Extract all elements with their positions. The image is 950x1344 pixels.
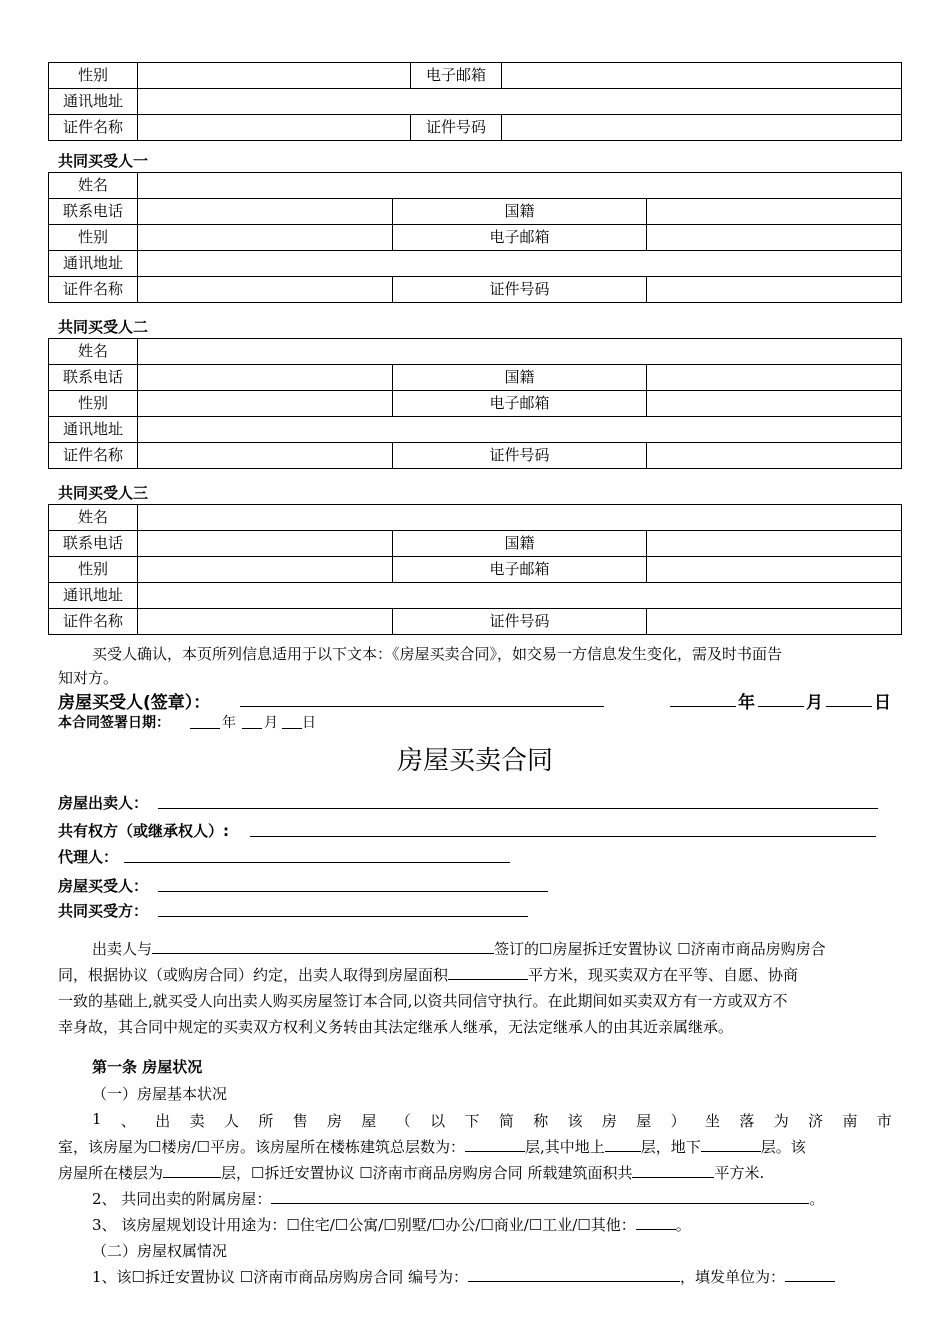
address-label: 通讯地址 bbox=[49, 417, 138, 443]
sign-date-month-field[interactable] bbox=[242, 728, 262, 729]
article1-item1-line2 bbox=[58, 1136, 806, 1157]
intro-line1 bbox=[92, 938, 826, 959]
item2-text: 。 bbox=[809, 1190, 825, 1208]
item1-spread-char: 售 bbox=[292, 1112, 308, 1130]
article1-item3 bbox=[92, 1214, 691, 1235]
signature-month-field[interactable] bbox=[758, 706, 804, 707]
item1-text: 层,其中地上 bbox=[524, 1138, 605, 1156]
intro-line4: 幸身故，其合同中规定的买卖双方权利义务转由其法定继承人继承，无法定继承人的由其近亲属继承。 bbox=[58, 1018, 734, 1036]
other-use-field[interactable] bbox=[636, 1215, 676, 1230]
item1-spread-char: 该 bbox=[567, 1112, 583, 1130]
total-floors-field[interactable] bbox=[465, 1137, 525, 1152]
email-field[interactable] bbox=[647, 391, 902, 417]
co-buyer-3-table bbox=[48, 504, 902, 635]
nationality-label: 国籍 bbox=[392, 531, 647, 557]
item1-spread-char: （ bbox=[395, 1112, 411, 1130]
intro-text: 出卖人与 bbox=[92, 940, 153, 958]
building-area-field[interactable] bbox=[632, 1163, 714, 1178]
item1-text: 层。该 bbox=[760, 1138, 806, 1156]
gender-field[interactable] bbox=[138, 391, 393, 417]
id-name-label: 证件名称 bbox=[49, 115, 138, 141]
confirm-text-line2: 知对方。 bbox=[58, 669, 119, 687]
attached-house-field[interactable] bbox=[271, 1189, 809, 1204]
item1-spread-char: 简 bbox=[498, 1112, 514, 1130]
email-field[interactable] bbox=[647, 225, 902, 251]
id-number-field[interactable] bbox=[647, 443, 902, 469]
address-field[interactable] bbox=[138, 89, 902, 115]
contract-title: 房屋买卖合同 bbox=[396, 746, 553, 776]
item1-spread-char: 为 bbox=[773, 1112, 789, 1130]
intro-text: 签订的☐房屋拆迁安置协议 ☐济南市商品房购房合 bbox=[494, 940, 826, 958]
intro-line3: 一致的基础上,就买受人向出卖人购买房屋签订本合同,以资共同信守执行。在此期间如买卖双方有一方或双方不 bbox=[58, 992, 788, 1010]
item1-spread-char: 屋 bbox=[636, 1112, 652, 1130]
gender-field[interactable] bbox=[138, 557, 393, 583]
name-label: 姓名 bbox=[49, 339, 138, 365]
phone-label: 联系电话 bbox=[49, 199, 138, 225]
id-number-label: 证件号码 bbox=[392, 277, 647, 303]
co-buyer-label: 共同买受方： bbox=[58, 902, 149, 920]
item1-spread-char: 、 bbox=[120, 1112, 136, 1130]
intro-area-field[interactable] bbox=[448, 965, 528, 980]
gender-label: 性别 bbox=[49, 225, 138, 251]
co-owner-field[interactable] bbox=[250, 836, 876, 837]
id-name-label: 证件名称 bbox=[49, 609, 138, 635]
co-buyer-field[interactable] bbox=[158, 916, 528, 917]
item1-spread-char: 房 bbox=[601, 1112, 617, 1130]
signature-month-label: 月 bbox=[806, 693, 823, 713]
item1-spread-char: 下 bbox=[464, 1112, 480, 1130]
item1-spread-char: 人 bbox=[223, 1112, 239, 1130]
issuing-unit-field[interactable] bbox=[785, 1267, 835, 1282]
item1-text: 房屋所在楼层为 bbox=[58, 1164, 164, 1182]
intro-text: 同，根据协议（或购房合同）约定，出卖人取得到房屋面积 bbox=[58, 966, 449, 984]
phone-field[interactable] bbox=[138, 365, 393, 391]
item4-text: ，填发单位为： bbox=[679, 1268, 785, 1286]
id-number-label: 证件号码 bbox=[411, 115, 502, 141]
email-label: 电子邮箱 bbox=[392, 557, 647, 583]
co-buyer-1-title: 共同买受人一 bbox=[58, 152, 149, 170]
address-label: 通讯地址 bbox=[49, 583, 138, 609]
nationality-field[interactable] bbox=[647, 531, 902, 557]
email-label: 电子邮箱 bbox=[411, 63, 502, 89]
id-number-field[interactable] bbox=[647, 609, 902, 635]
co-buyer-2-table bbox=[48, 338, 902, 469]
item2-text: 2、 共同出卖的附属房屋： bbox=[92, 1190, 272, 1208]
item1-spread-char: 出 bbox=[155, 1112, 171, 1130]
sign-date-label: 本合同签署日期： bbox=[58, 715, 170, 731]
intro-line2 bbox=[58, 964, 798, 985]
item1-spread-char: 市 bbox=[876, 1112, 892, 1130]
email-field[interactable] bbox=[647, 557, 902, 583]
id-number-field[interactable] bbox=[647, 277, 902, 303]
address-label: 通讯地址 bbox=[49, 251, 138, 277]
phone-label: 联系电话 bbox=[49, 365, 138, 391]
above-ground-floors-field[interactable] bbox=[605, 1137, 641, 1152]
item1-spread-char: 落 bbox=[739, 1112, 755, 1130]
address-label: 通讯地址 bbox=[49, 89, 138, 115]
id-name-label: 证件名称 bbox=[49, 277, 138, 303]
seller-field[interactable] bbox=[158, 808, 878, 809]
article1-item2 bbox=[92, 1188, 824, 1209]
item1-spread-char: 称 bbox=[533, 1112, 549, 1130]
co-buyer-2-title: 共同买受人二 bbox=[58, 318, 149, 336]
intro-party-field[interactable] bbox=[152, 939, 494, 954]
name-field[interactable] bbox=[138, 173, 902, 199]
id-name-field[interactable] bbox=[138, 609, 393, 635]
item1-spread-char: 南 bbox=[842, 1112, 858, 1130]
phone-field[interactable] bbox=[138, 199, 393, 225]
item1-spread-char: 卖 bbox=[189, 1112, 205, 1130]
article1-sub1: （一）房屋基本状况 bbox=[92, 1085, 228, 1103]
gender-field[interactable] bbox=[138, 225, 393, 251]
agent-label: 代理人： bbox=[58, 848, 119, 866]
sign-date-day-field[interactable] bbox=[282, 728, 302, 729]
id-name-field[interactable] bbox=[138, 115, 411, 141]
address-field[interactable] bbox=[138, 251, 902, 277]
article1-item4 bbox=[92, 1266, 892, 1287]
id-number-field[interactable] bbox=[502, 115, 902, 141]
item1-text: 平方米. bbox=[714, 1164, 765, 1182]
phone-label: 联系电话 bbox=[49, 531, 138, 557]
email-label: 电子邮箱 bbox=[392, 225, 647, 251]
item1-spread-char: 济 bbox=[808, 1112, 824, 1130]
signature-day-label: 日 bbox=[874, 693, 891, 713]
buyer-signature-field[interactable] bbox=[240, 706, 604, 707]
id-name-field[interactable] bbox=[138, 277, 393, 303]
name-field[interactable] bbox=[138, 505, 902, 531]
article1-item1-line3 bbox=[58, 1162, 764, 1183]
signature-day-field[interactable] bbox=[826, 706, 872, 707]
address-field[interactable] bbox=[138, 417, 902, 443]
item1-text: 室，该房屋为☐楼房/☐平房。该房屋所在楼栋建筑总层数为： bbox=[58, 1138, 465, 1156]
nationality-field[interactable] bbox=[647, 199, 902, 225]
item3-text: 。 bbox=[675, 1216, 691, 1234]
intro-text: 平方米，现买卖双方在平等、自愿、协商 bbox=[528, 966, 799, 984]
item1-spread-char: 坐 bbox=[705, 1112, 721, 1130]
name-field[interactable] bbox=[138, 339, 902, 365]
co-owner-label: 共有权方（或继承权人）: bbox=[58, 822, 229, 840]
item1-spread-char: 房 bbox=[327, 1112, 343, 1130]
item4-text: 1、该☐拆迁安置协议 ☐济南市商品房购房合同 编号为： bbox=[92, 1268, 468, 1286]
gender-label: 性别 bbox=[49, 557, 138, 583]
buyer-field[interactable] bbox=[158, 891, 548, 892]
item1-spread-char: ） bbox=[670, 1112, 686, 1130]
nationality-label: 国籍 bbox=[392, 199, 647, 225]
confirm-text-line1: 买受人确认，本页所列信息适用于以下文本：《房屋买卖合同》，如交易一方信息发生变化，需及时书面告 bbox=[92, 645, 783, 663]
buyer-label: 房屋买受人： bbox=[58, 877, 149, 895]
buyer-info-table-top bbox=[48, 62, 902, 141]
agent-field[interactable] bbox=[124, 862, 510, 863]
co-buyer-1-table bbox=[48, 172, 902, 303]
item1-text: 层，地下 bbox=[640, 1138, 701, 1156]
sign-date-day-label: 日 bbox=[302, 715, 316, 731]
item1-spread-char: 1 bbox=[92, 1110, 102, 1128]
nationality-label: 国籍 bbox=[392, 365, 647, 391]
item1-spread-char: 以 bbox=[430, 1112, 446, 1130]
seller-label: 房屋出卖人： bbox=[58, 794, 149, 812]
item1-spread-char: 屋 bbox=[361, 1112, 377, 1130]
id-number-label: 证件号码 bbox=[392, 443, 647, 469]
id-name-field[interactable] bbox=[138, 443, 393, 469]
sign-date-year-field[interactable] bbox=[190, 728, 220, 729]
gender-label: 性别 bbox=[49, 391, 138, 417]
item3-text: 3、 该房屋规划设计用途为：☐住宅/☐公寓/☐别墅/☐办公/☐商业/☐工业/☐其他： bbox=[92, 1216, 636, 1234]
phone-field[interactable] bbox=[138, 531, 393, 557]
floor-field[interactable] bbox=[163, 1163, 221, 1178]
article1-heading: 第一条 房屋状况 bbox=[92, 1058, 203, 1076]
gender-field[interactable] bbox=[138, 63, 411, 89]
article1-item1-line1 bbox=[92, 1110, 892, 1131]
id-number-label: 证件号码 bbox=[392, 609, 647, 635]
co-buyer-3-title: 共同买受人三 bbox=[58, 484, 149, 502]
signature-year-field[interactable] bbox=[670, 706, 736, 707]
sign-date-month-label: 月 bbox=[264, 715, 278, 731]
article1-sub2: （二）房屋权属情况 bbox=[92, 1242, 228, 1260]
address-field[interactable] bbox=[138, 583, 902, 609]
signature-year-label: 年 bbox=[738, 693, 755, 713]
sign-date-year-label: 年 bbox=[222, 715, 236, 731]
name-label: 姓名 bbox=[49, 173, 138, 199]
underground-floors-field[interactable] bbox=[701, 1137, 761, 1152]
contract-number-field[interactable] bbox=[468, 1267, 680, 1282]
nationality-field[interactable] bbox=[647, 365, 902, 391]
id-name-label: 证件名称 bbox=[49, 443, 138, 469]
item1-spread-char: 所 bbox=[258, 1112, 274, 1130]
buyer-signature-label: 房屋买受人(签章）： bbox=[58, 693, 211, 713]
name-label: 姓名 bbox=[49, 505, 138, 531]
email-field[interactable] bbox=[502, 63, 902, 89]
gender-label: 性别 bbox=[49, 63, 138, 89]
item1-text: 层，☐拆迁安置协议 ☐济南市商品房购房合同 所载建筑面积共 bbox=[221, 1164, 633, 1182]
email-label: 电子邮箱 bbox=[392, 391, 647, 417]
